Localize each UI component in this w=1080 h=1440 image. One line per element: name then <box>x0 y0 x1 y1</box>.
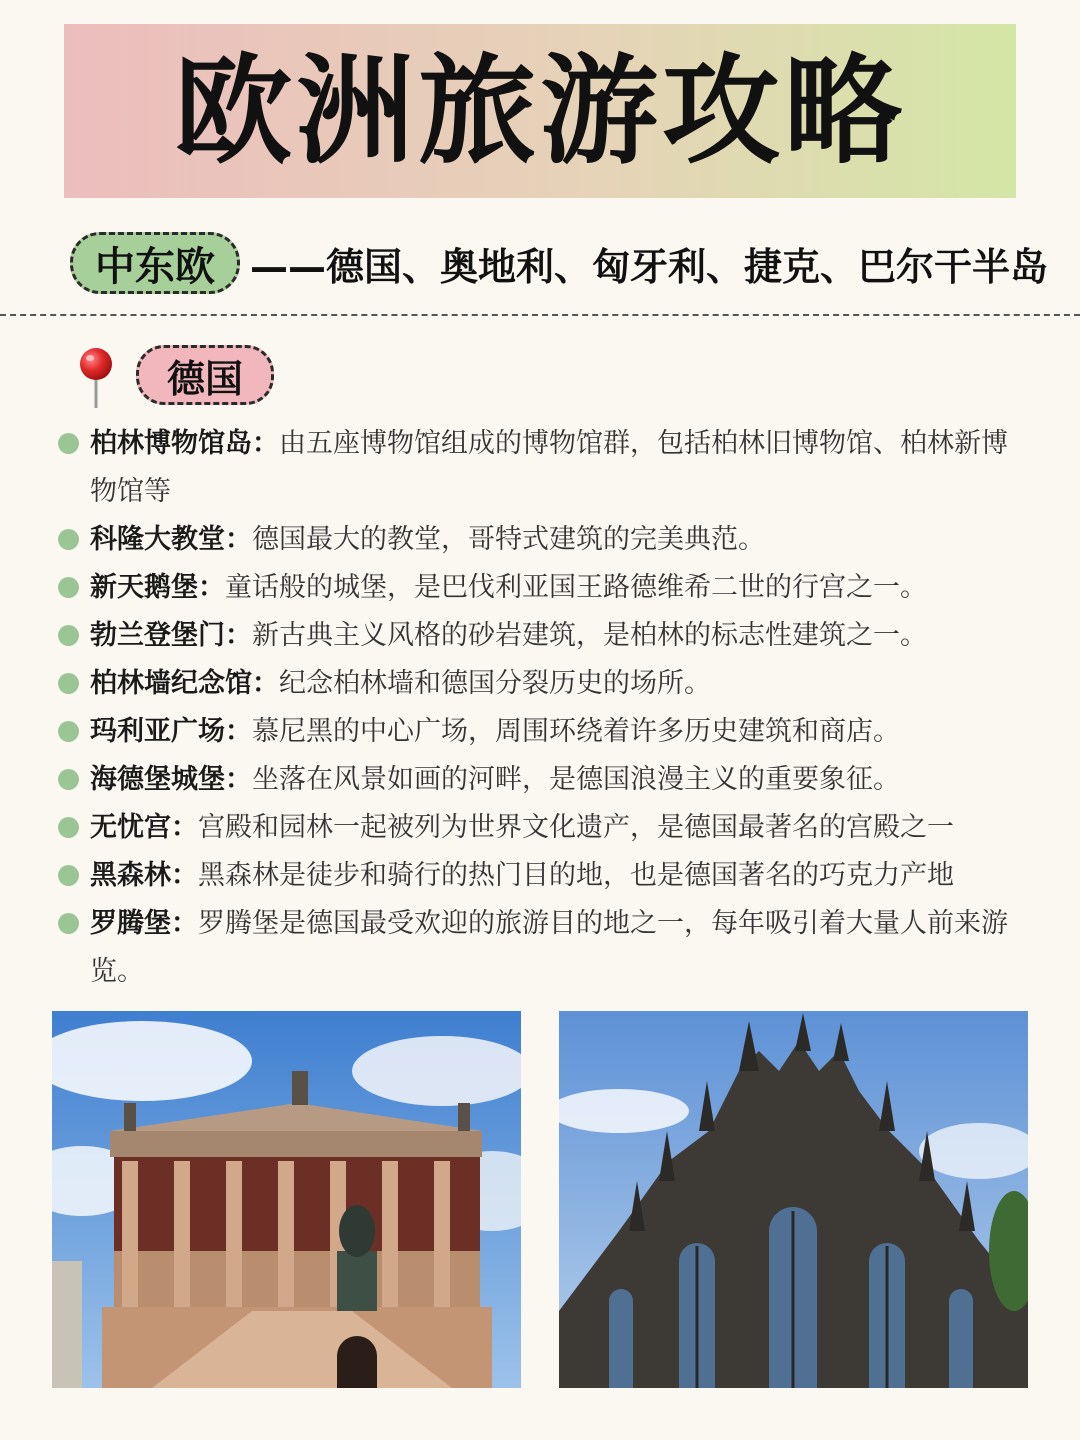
item-description: 德国最大的教堂，哥特式建筑的完美典范。 <box>252 524 765 555</box>
bullet-dot-icon <box>58 721 79 742</box>
item-description: 坐落在风景如画的河畔，是德国浪漫主义的重要象征。 <box>252 764 900 795</box>
section-tag: 德国 <box>136 345 274 405</box>
list-item <box>56 852 1026 900</box>
list-item <box>56 516 1026 564</box>
page-title: 欧洲旅游攻略 <box>173 42 906 180</box>
item-description: 慕尼黑的中心广场，周围环绕着许多历史建筑和商店。 <box>252 716 900 747</box>
bullet-dot-icon <box>58 865 79 886</box>
divider <box>0 314 1080 316</box>
item-name: 新天鹅堡： <box>90 572 225 603</box>
bullet-dot-icon <box>58 529 79 550</box>
list-item <box>56 900 1026 996</box>
title-banner <box>64 24 1016 198</box>
bullet-dot-icon <box>58 673 79 694</box>
bullet-dot-icon <box>58 577 79 598</box>
item-name: 柏林博物馆岛： <box>90 428 279 459</box>
list-item <box>56 660 1026 708</box>
region-row <box>70 232 1048 294</box>
item-description: 黑森林是徒步和骑行的热门目的地，也是德国著名的巧克力产地 <box>198 860 954 891</box>
item-name: 玛利亚广场： <box>90 716 252 747</box>
list-item <box>56 420 1026 516</box>
list-item <box>56 612 1026 660</box>
list-item <box>56 708 1026 756</box>
item-description: 纪念柏林墙和德国分裂历史的场所。 <box>279 668 711 699</box>
item-name: 无忧宫： <box>90 812 198 843</box>
item-description: 罗腾堡是德国最受欢迎的旅游目的地之一，每年吸引着大量人前来游览。 <box>90 908 1008 987</box>
attraction-list <box>56 420 1026 996</box>
cathedral-photo <box>559 1011 1028 1388</box>
bullet-dot-icon <box>58 625 79 646</box>
region-tag: 中东欧 <box>70 232 240 294</box>
museum-photo <box>52 1011 521 1388</box>
item-description: 宫殿和园林一起被列为世界文化遗产，是德国最著名的宫殿之一 <box>198 812 954 843</box>
item-description: 由五座博物馆组成的博物馆群，包括柏林旧博物馆、柏林新博物馆等 <box>90 428 1008 507</box>
item-name: 勃兰登堡门： <box>90 620 252 651</box>
item-name: 罗腾堡： <box>90 908 198 939</box>
list-item <box>56 756 1026 804</box>
item-description: 童话般的城堡，是巴伐利亚国王路德维希二世的行宫之一。 <box>225 572 927 603</box>
bullet-dot-icon <box>58 913 79 934</box>
list-item <box>56 804 1026 852</box>
region-countries: ——德国、奥地利、匈牙利、捷克、巴尔干半岛 <box>250 244 1049 289</box>
pushpin-icon <box>74 346 118 410</box>
list-item <box>56 564 1026 612</box>
item-description: 新古典主义风格的砂岩建筑，是柏林的标志性建筑之一。 <box>252 620 927 651</box>
item-name: 海德堡城堡： <box>90 764 252 795</box>
bullet-dot-icon <box>58 769 79 790</box>
item-name: 黑森林： <box>90 860 198 891</box>
bullet-dot-icon <box>58 817 79 838</box>
bullet-dot-icon <box>58 433 79 454</box>
item-name: 科隆大教堂： <box>90 524 252 555</box>
item-name: 柏林墙纪念馆： <box>90 668 279 699</box>
